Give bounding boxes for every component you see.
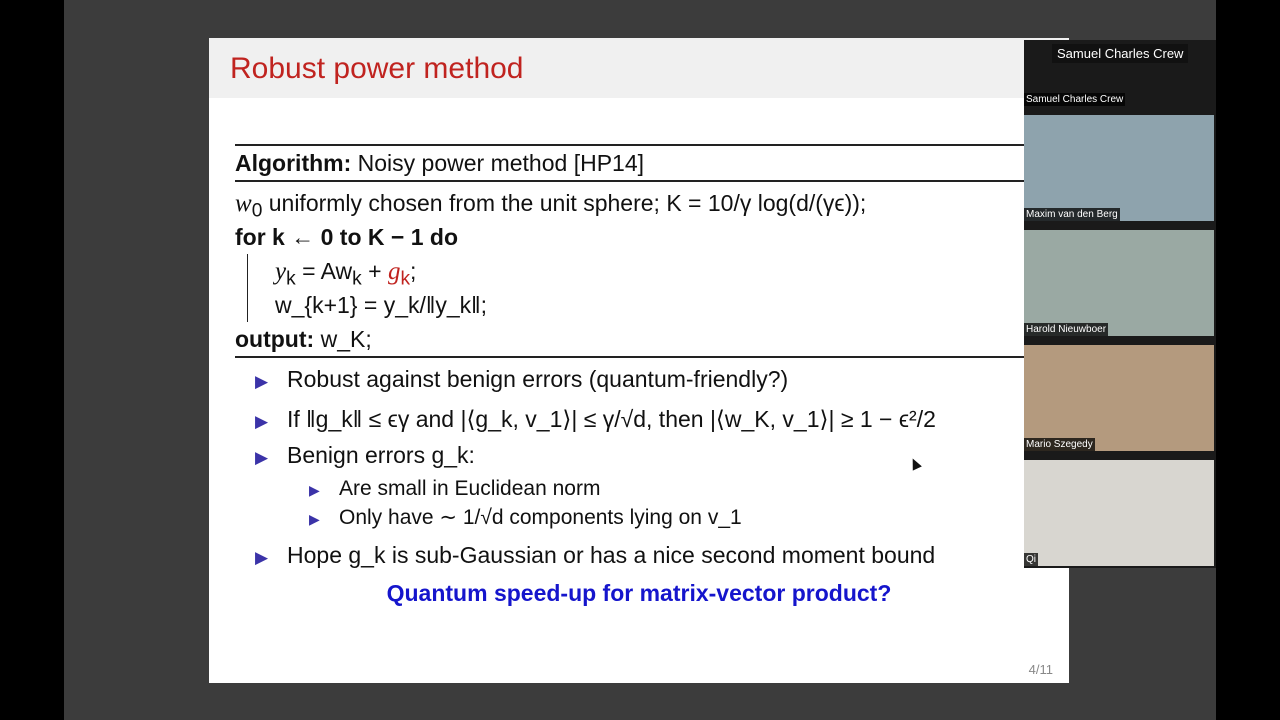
triangle-bullet-icon: ▶ [255,412,269,431]
triangle-bullet-icon: ▶ [309,511,320,527]
sub-bullet: ▶ Are small in Euclidean norm [309,477,601,500]
active-speaker-label: Samuel Charles Crew [1052,44,1188,63]
presentation-slide [209,38,1069,683]
slide-title: Robust power method [230,52,524,85]
bullet: ▶ If ‖g_k‖ ≤ ϵγ and |⟨g_k, v_1⟩| ≤ γ/√d, then |⟨w_K, v_1⟩| ≥ 1 − ϵ²/2 [255,406,936,432]
init-line: uniformly chosen from the unit sphere; K = 10/γ log(d/(γϵ)); [262,190,867,216]
triangle-bullet-icon: ▶ [255,448,269,467]
algorithm-label: Algorithm: [235,150,352,176]
participant-tile[interactable]: Qi [1024,460,1214,566]
participant-tile[interactable]: Mario Szegedy [1024,345,1214,451]
step-1: $y_k = Aw_k + g_k$; [275,258,417,290]
slide-question: Quantum speed-up for matrix-vector product? [386,580,892,606]
participant-tile[interactable]: Samuel Charles Crew [1024,92,1214,106]
divider [235,180,1069,182]
bullet: ▶ Hope g_k is sub-Gaussian or has a nice second moment bound [255,542,936,568]
loop-line: for k ← 0 to K − 1 do [235,224,459,250]
output-label: output: [235,326,315,352]
bullet: ▶ Robust against benign errors (quantum-friendly?) [255,366,789,392]
participant-tile[interactable]: Harold Nieuwboer [1024,230,1214,336]
bullet: ▶ Benign errors g_k: [255,442,475,468]
participant-tile[interactable]: Maxim van den Berg [1024,115,1214,221]
triangle-bullet-icon: ▶ [309,482,320,498]
triangle-bullet-icon: ▶ [255,372,269,391]
divider [235,356,1069,358]
init-var: w [235,190,252,217]
triangle-bullet-icon: ▶ [255,548,269,567]
step-2: w_{k+1} = y_k/‖y_k‖; [275,292,488,318]
page-number: 4/11 [1028,662,1053,677]
output-value: w_K; [320,326,372,352]
algorithm-box [235,144,1069,358]
algorithm-name: Noisy power method [HP14] [357,150,645,176]
init-sub: 0 [251,200,263,222]
sub-bullet: ▶ Only have ∼ 1/√d components lying on v_1 [309,506,742,529]
